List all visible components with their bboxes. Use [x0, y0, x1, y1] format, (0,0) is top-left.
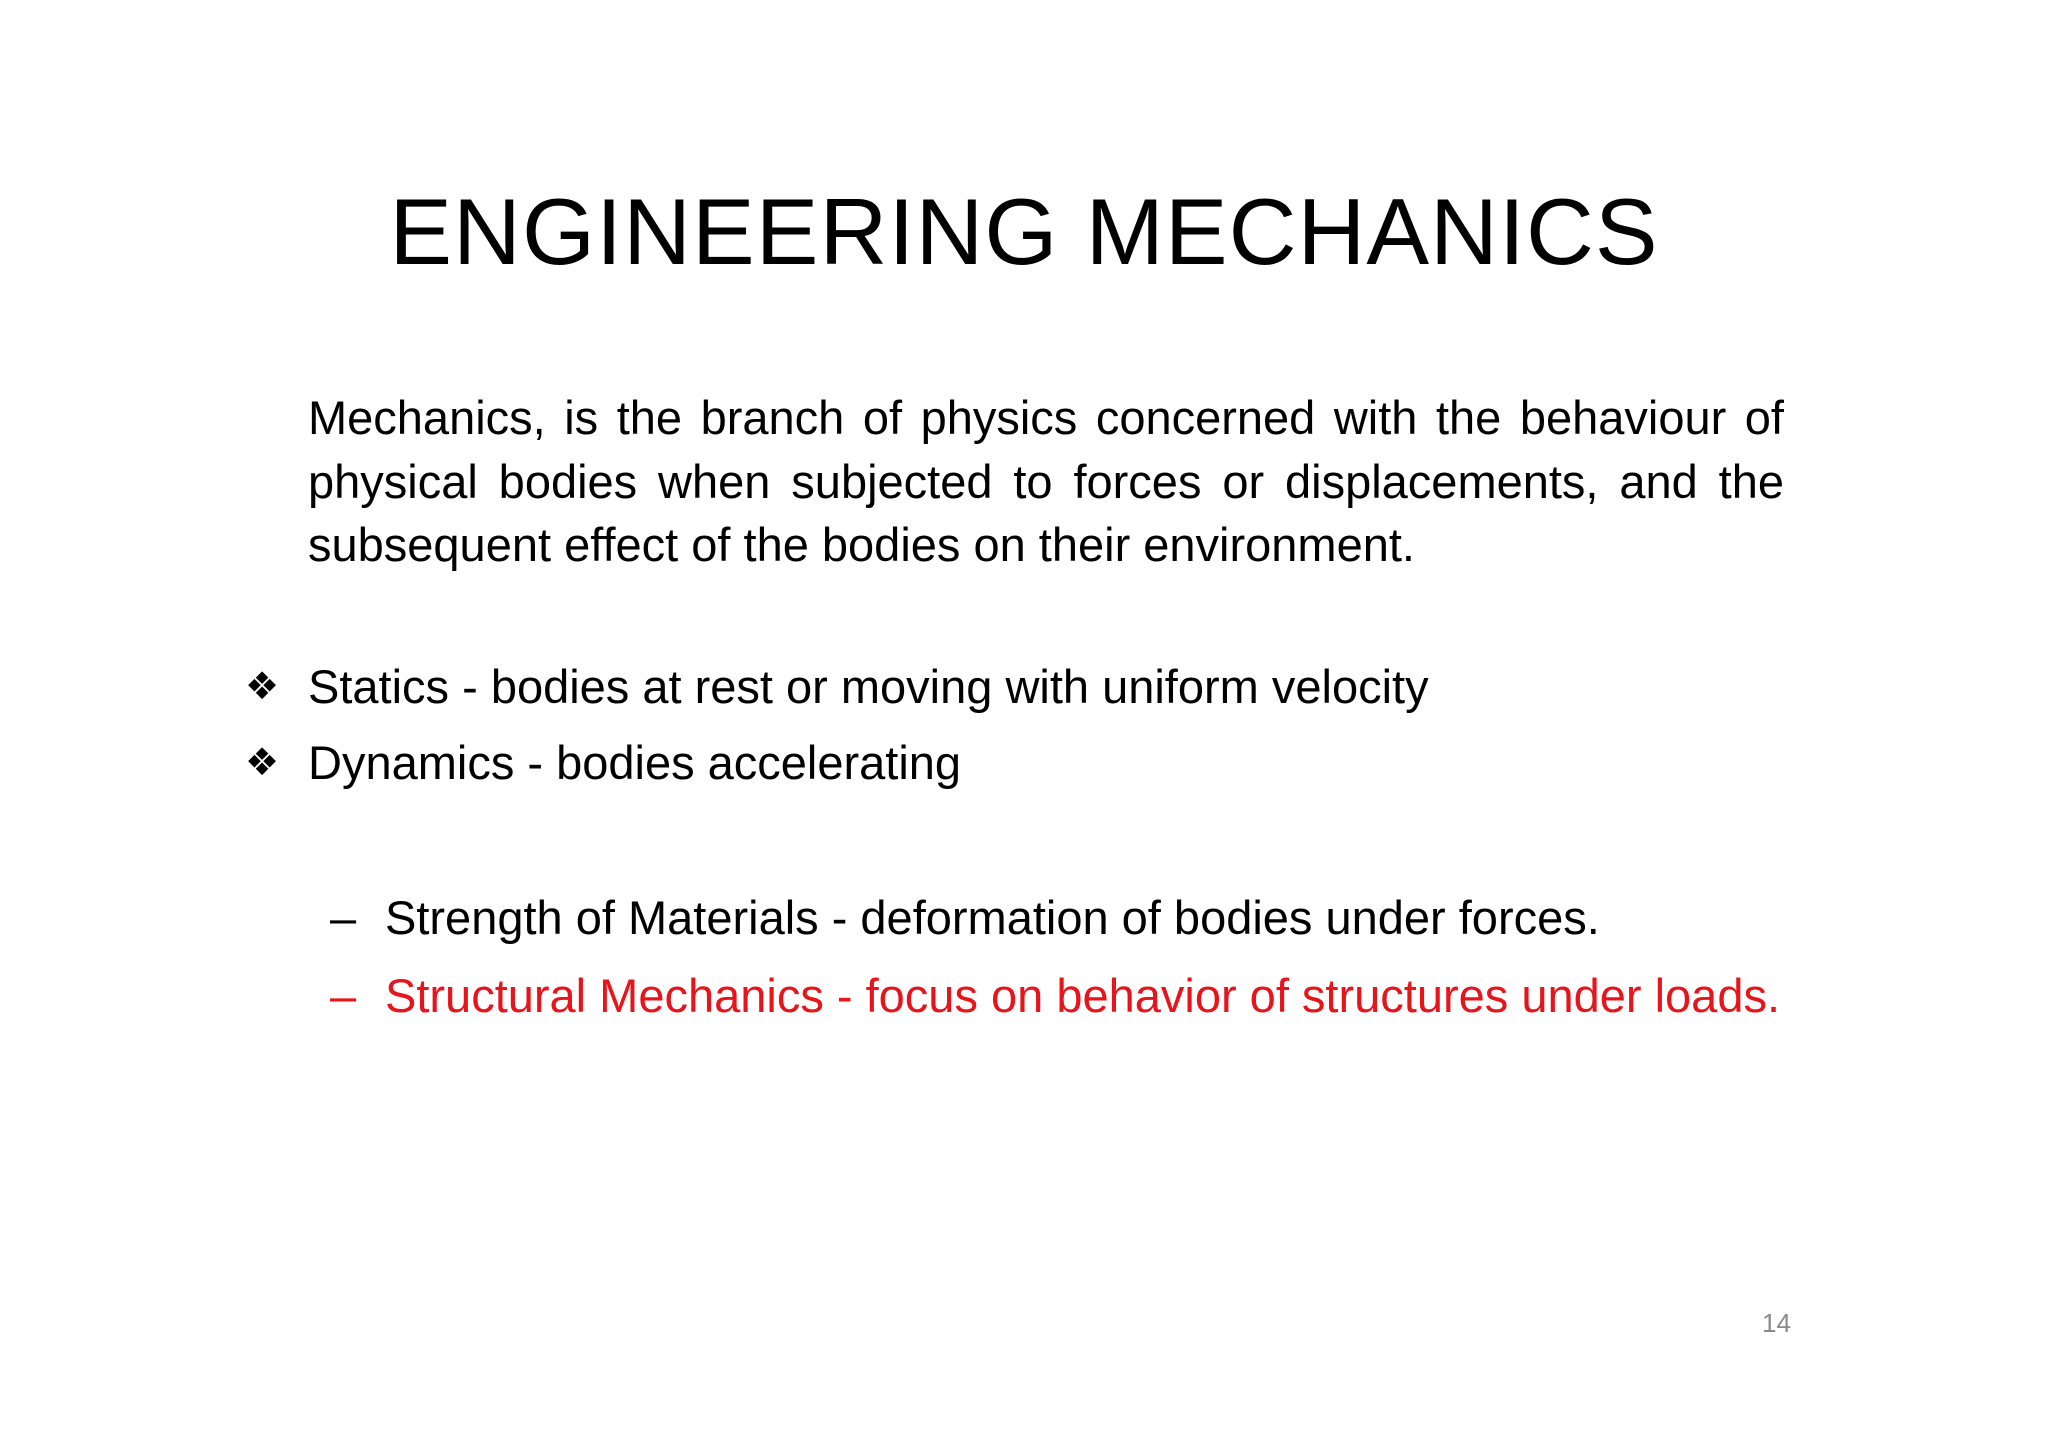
slide-title: ENGINEERING MECHANICS	[389, 179, 1659, 284]
sub-item-highlighted	[330, 964, 1784, 1028]
diamond-bullet-icon: ❖	[245, 740, 280, 784]
diamond-bullet-icon: ❖	[245, 664, 280, 708]
sub-item	[330, 886, 1784, 950]
page-number: 14	[1762, 1308, 1791, 1338]
dash-bullet: –	[330, 891, 357, 944]
sub-item-text: Strength of Materials - deformation of bodies under forces.	[385, 891, 1600, 944]
dash-bullet: –	[330, 969, 357, 1022]
intro-paragraph: Mechanics, is the branch of physics concerned with the behaviour of physical bodies when subjected to forces or displacements, and the subsequent effect of the bodies on their environment.	[308, 391, 1784, 571]
bullet-item	[245, 732, 1805, 793]
bullet-text: Statics - bodies at rest or moving with uniform velocity	[308, 660, 1429, 713]
bullet-item	[245, 656, 1805, 717]
bullet-text: Dynamics - bodies accelerating	[308, 736, 962, 789]
sub-item-text: Structural Mechanics - focus on behavior of structures under loads.	[385, 969, 1781, 1022]
